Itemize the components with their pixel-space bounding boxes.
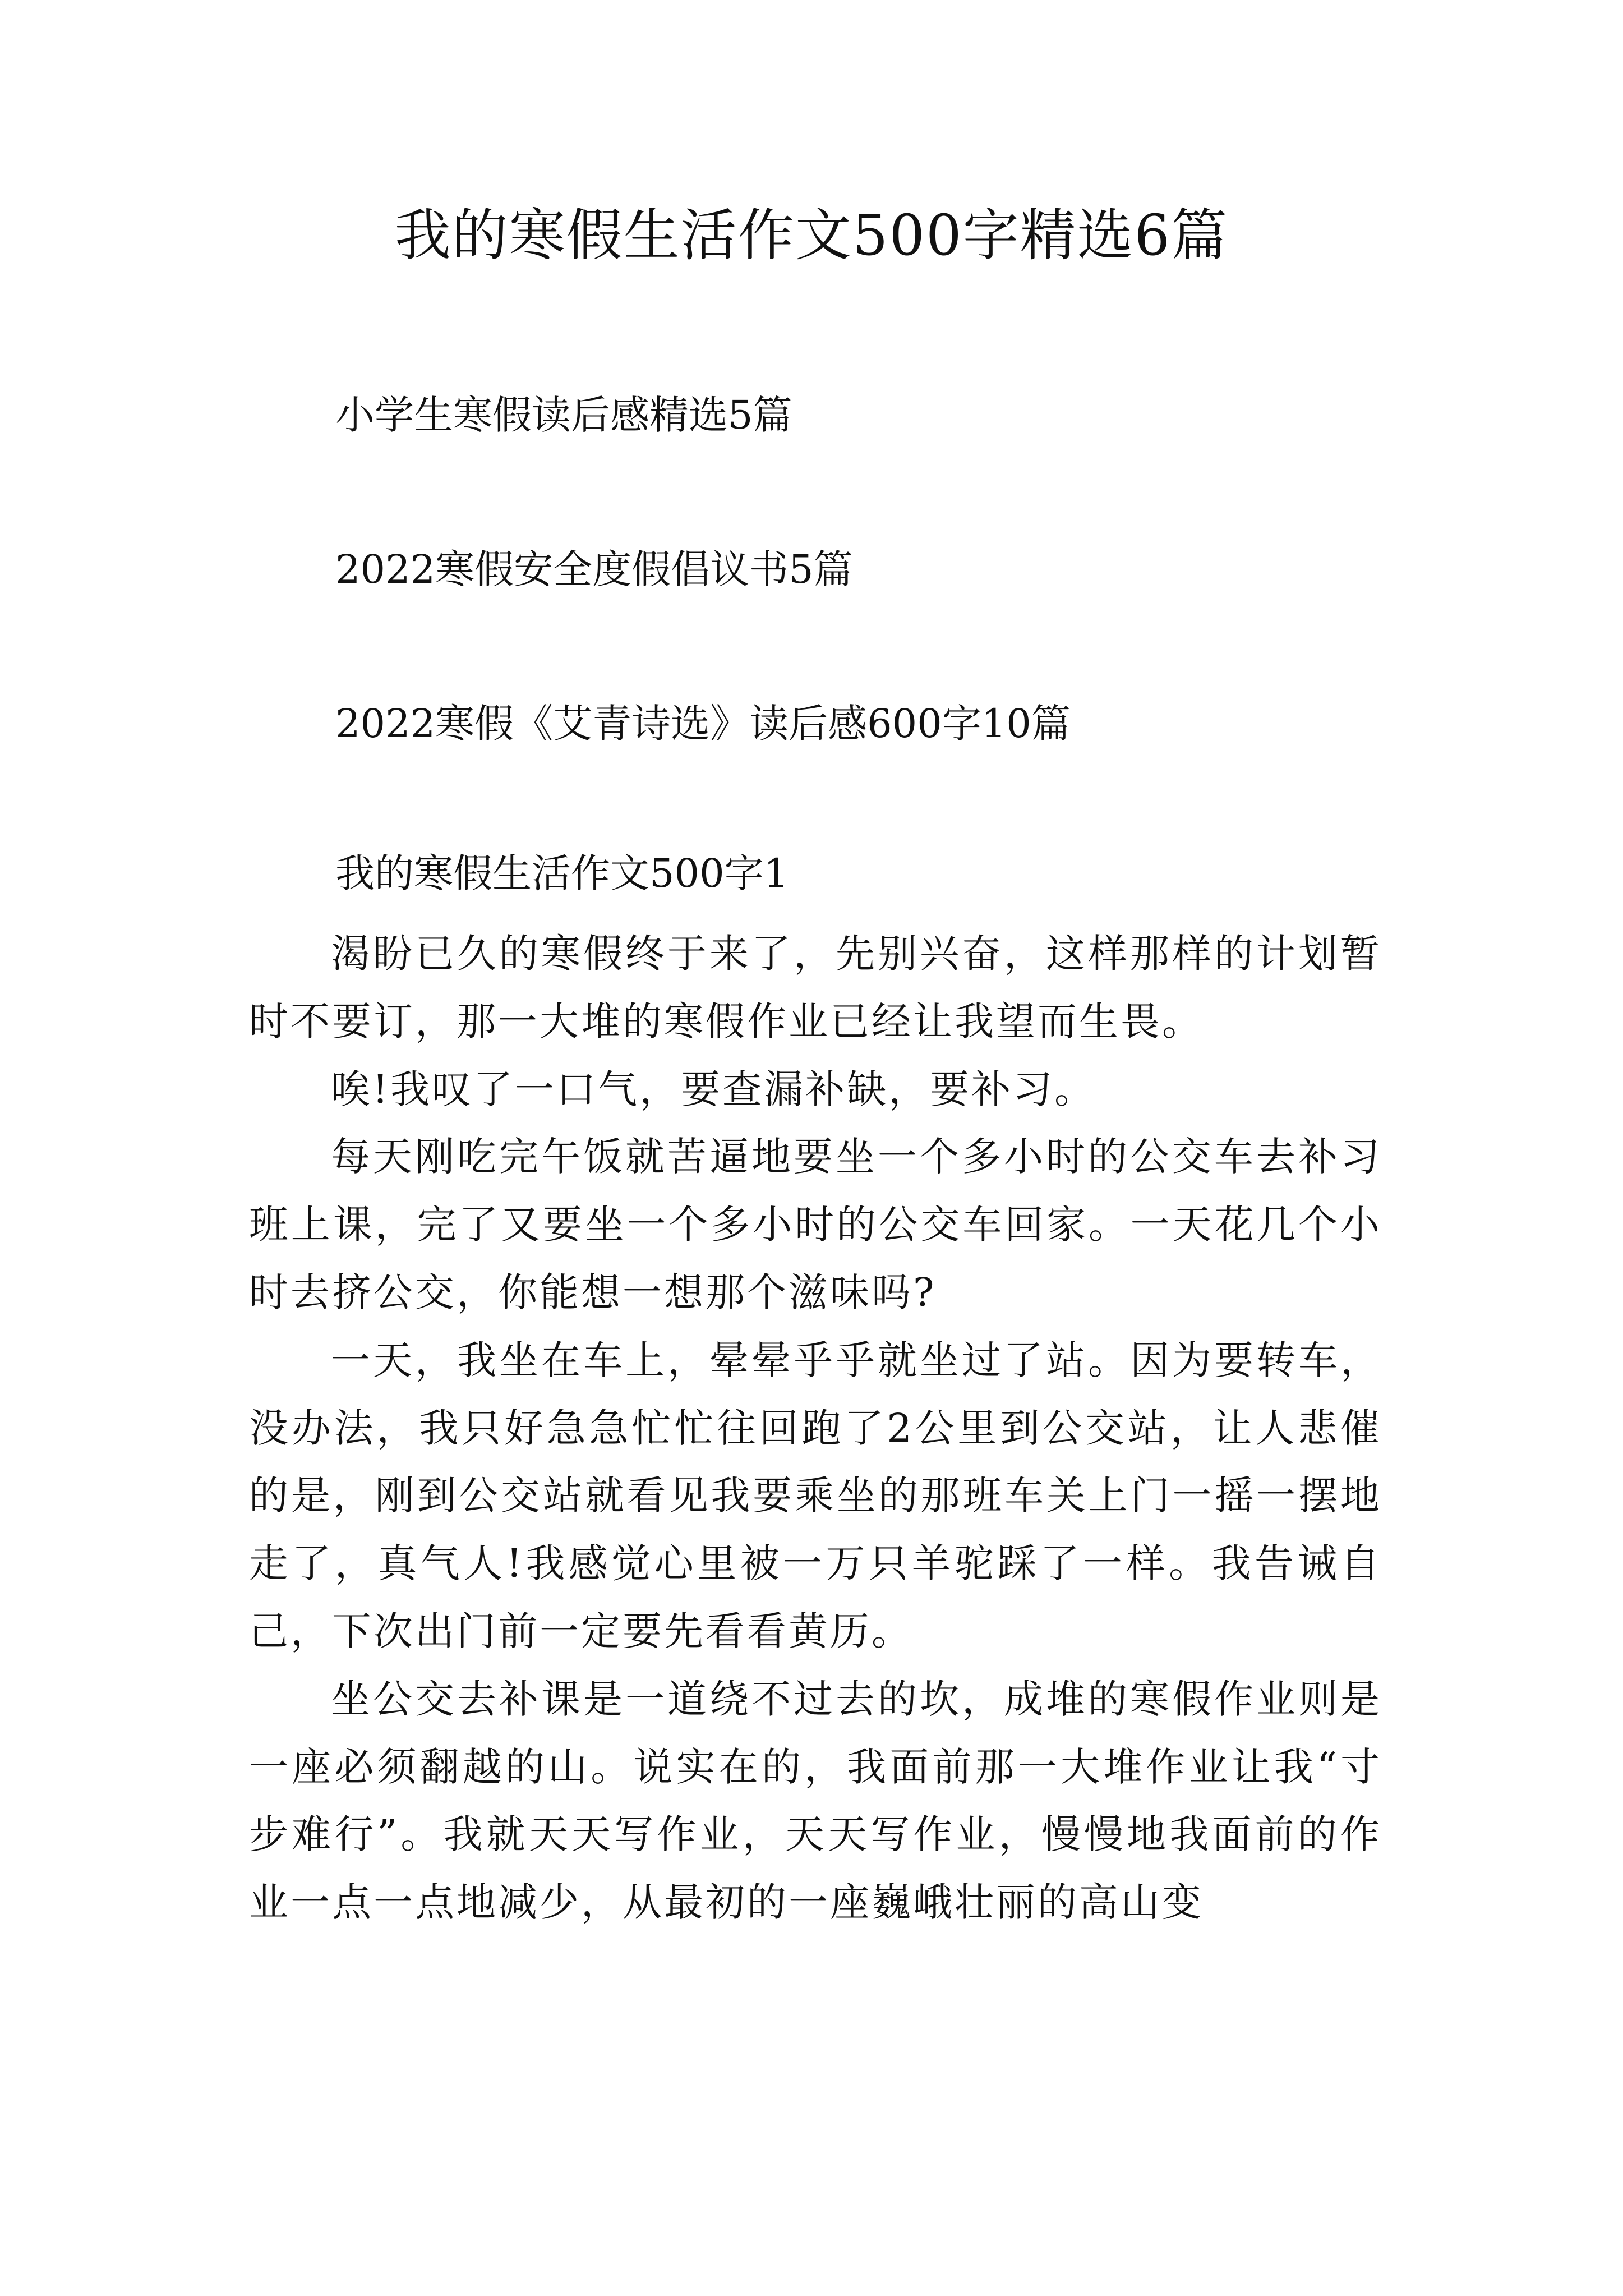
paragraph: 一天，我坐在车上，晕晕乎乎就坐过了站。因为要转车，没办法，我只好急急忙忙往回跑了2公里到公交站，让人悲催的是，刚到公交站就看见我要乘坐的那班车关上门一摇一摆地走了，真气人!我感觉心里被一万只羊驼踩了一样。我告诫自己，下次出门前一定要先看看黄历。 — [249, 1337, 1382, 1654]
paragraph: 唉!我叹了一口气，要查漏补缺，要补习。 — [331, 1066, 1096, 1112]
paragraph: 渴盼已久的寒假终于来了，先别兴奋，这样那样的计划暂时不要订，那一大堆的寒假作业已经让我望而生畏。 — [249, 931, 1382, 1045]
related-article-link[interactable]: 2022寒假《艾青诗选》读后感600字10篇 — [335, 701, 1071, 747]
paragraph: 坐公交去补课是一道绕不过去的坎，成堆的寒假作业则是一座必须翻越的山。说实在的，我面前那一大堆作业让我“寸步难行”。我就天天写作业，天天写作业，慢慢地我面前的作业一点一点地减少，从最初的一座巍峨壮丽的高山变 — [249, 1676, 1382, 1926]
related-article-link[interactable]: 小学生寒假读后感精选5篇 — [335, 392, 792, 438]
article-body — [249, 920, 1382, 1936]
document-title: 我的寒假生活作文500字精选6篇 — [394, 203, 1229, 268]
section-heading: 我的寒假生活作文500字1 — [335, 850, 789, 896]
related-article-link[interactable]: 2022寒假安全度假倡议书5篇 — [335, 546, 853, 592]
paragraph: 每天刚吃完午饭就苦逼地要坐一个多小时的公交车去补习班上课，完了又要坐一个多小时的公交车回家。一天花几个小时去挤公交，你能想一想那个滋味吗? — [249, 1134, 1382, 1315]
